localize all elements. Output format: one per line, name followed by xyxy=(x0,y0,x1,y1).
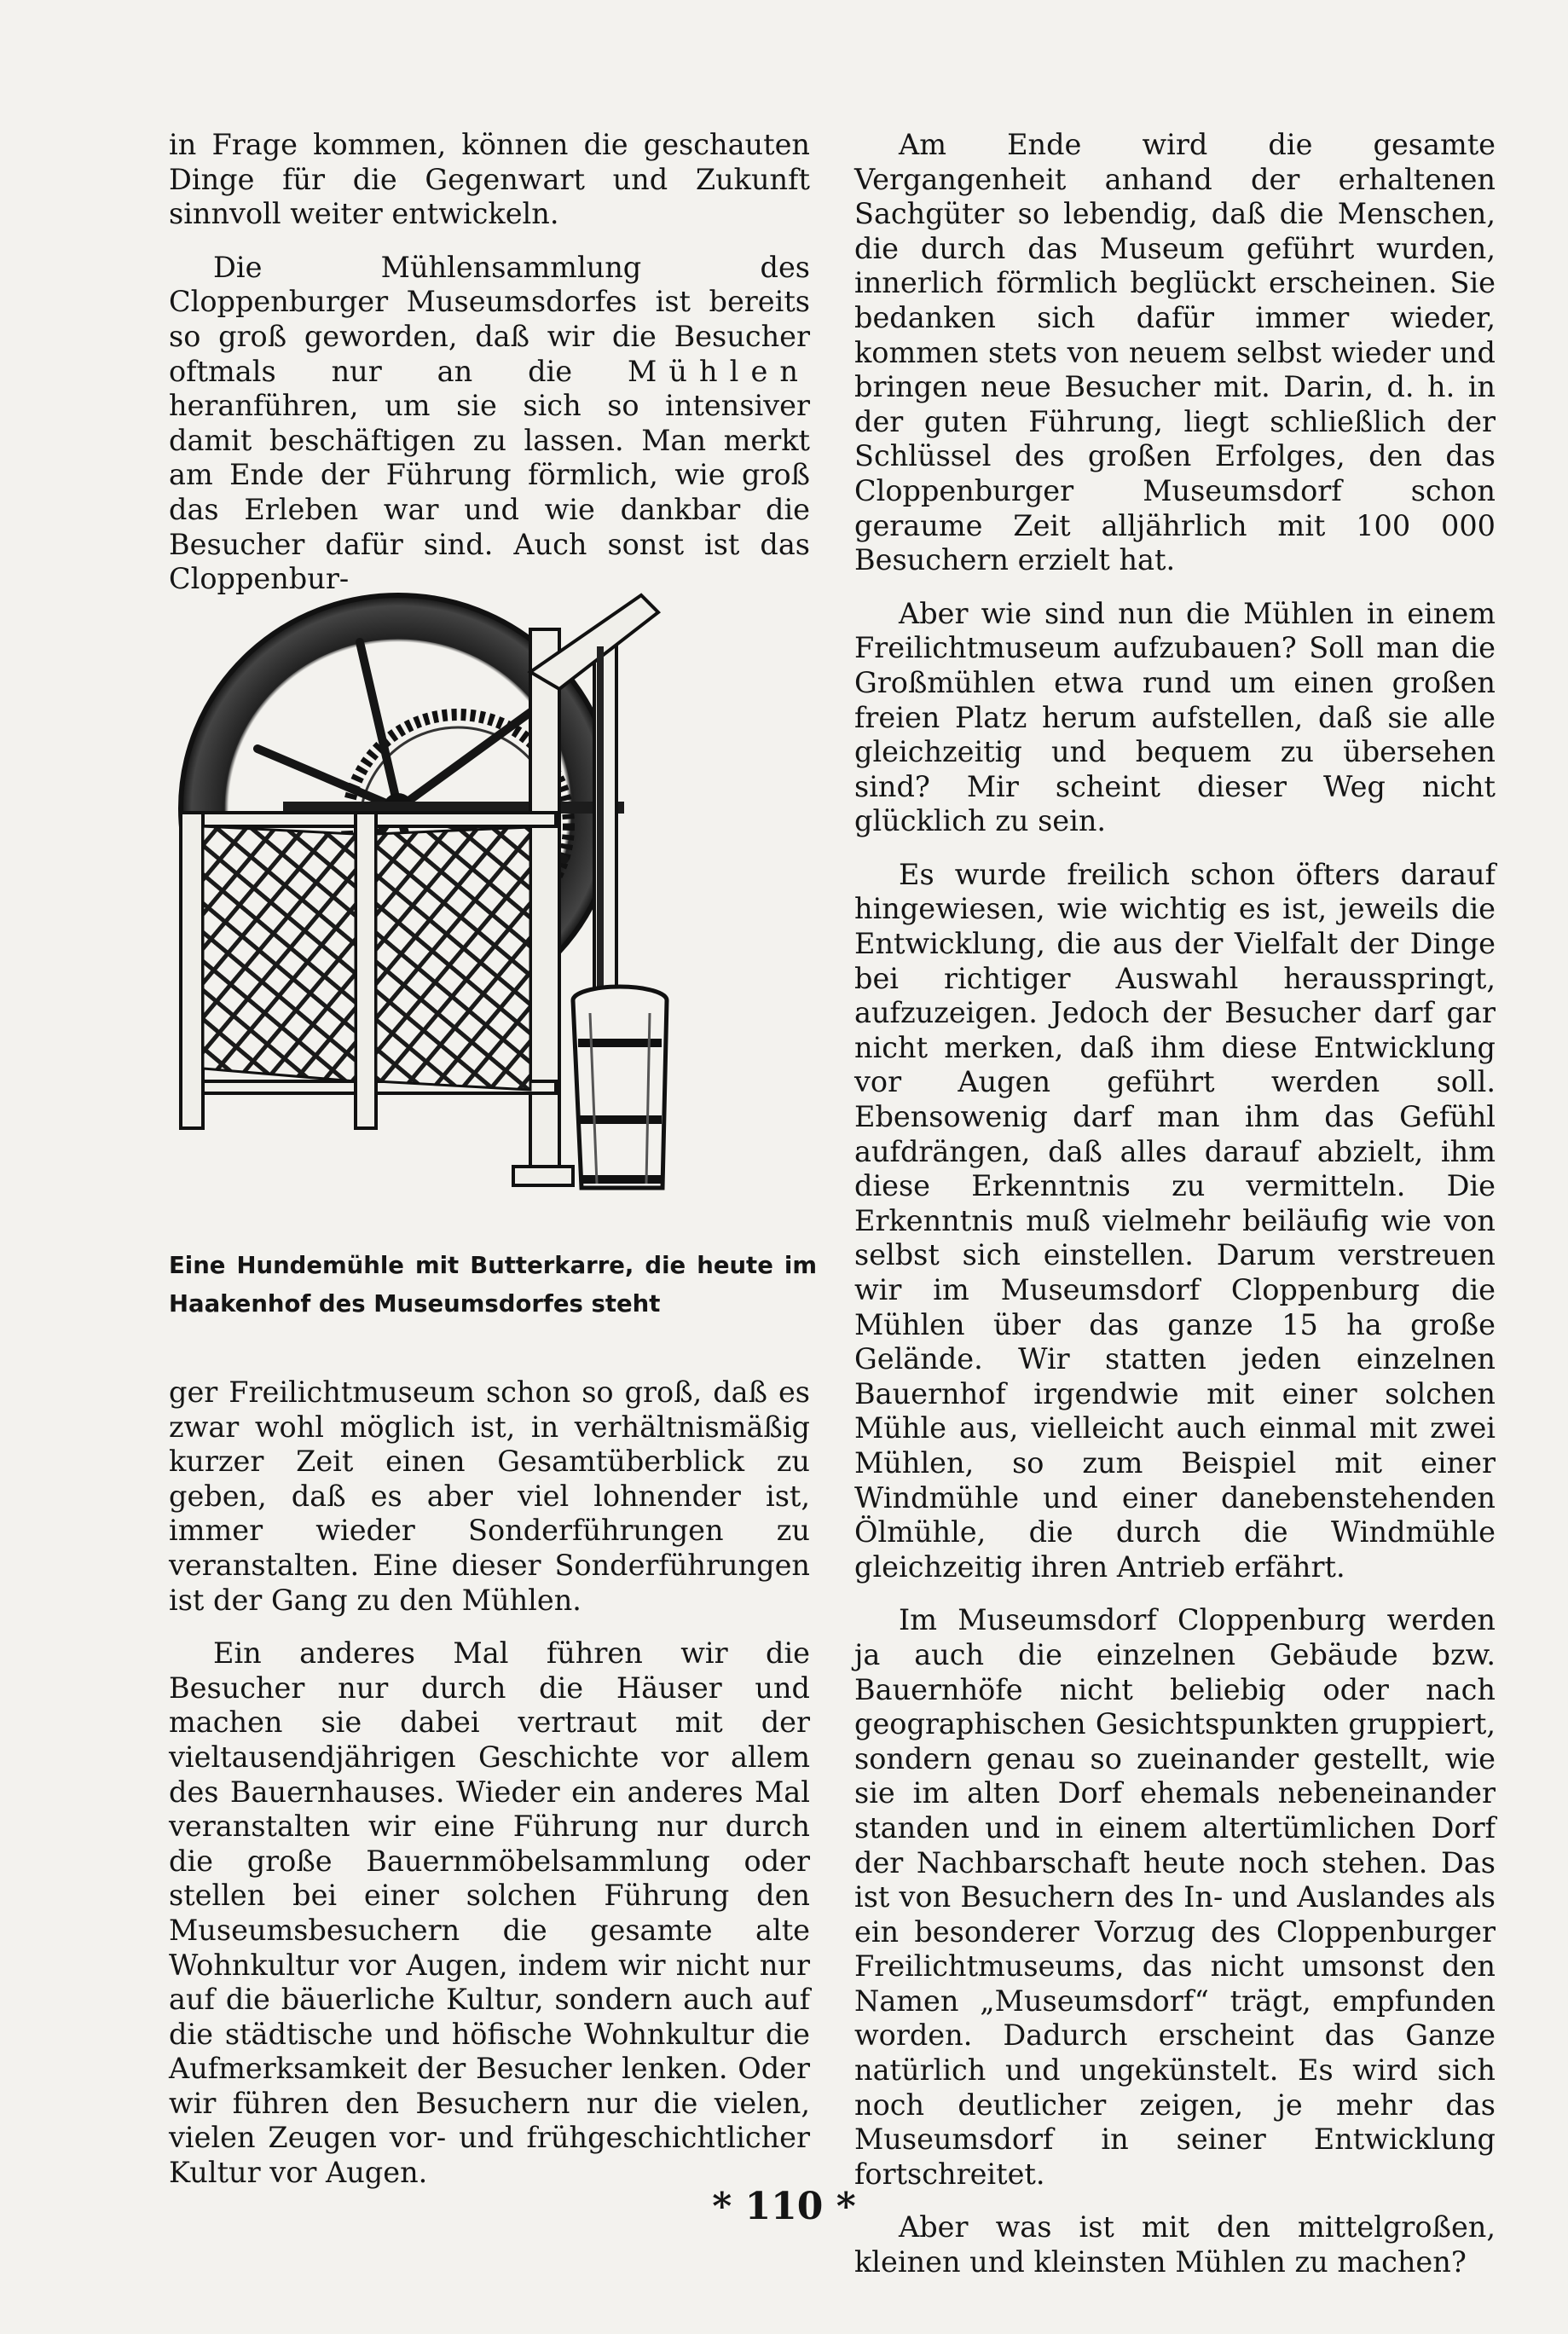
text-run: heranführen, um sie sich so intensiver damit beschäftigen zu lassen. Man merkt am Ende der Führung förmlich, wie groß das Erleben war und wie dankbar die Besucher dafür sind. Auch sonst ist das Cloppenbur- xyxy=(169,389,810,596)
paragraph: Ein anderes Mal führen wir die Besucher nur durch die Häuser und machen sie dabei vertraut mit der vieltausendjährigen Geschichte vor allem des Bauernhauses. Wieder ein anderes Mal veranstalten wir eine Führung nur durch die große Bauernmöbelsammlung oder stellen bei einer solchen Führung den Museumsbesuchern die gesamte alte Wohnkultur vor Augen, indem wir nicht nur auf die bäuerliche Kultur, sondern auch auf die städtische und höfische Wohnkultur die Aufmerksamkeit der Besucher lenken. Oder wir führen den Besuchern nur die vielen, vielen Zeugen vor- und frühgeschichtlicher Kultur vor Augen. xyxy=(169,1636,810,2190)
left-column-bottom xyxy=(169,1375,810,2191)
figure-caption: Eine Hundemühle mit Butterkarre, die heute im Haakenhof des Museumsdorfes steht xyxy=(169,1252,817,1318)
right-column xyxy=(854,128,1496,2280)
paragraph: in Frage kommen, können die geschauten Dinge für die Gegenwart und Zukunft sinnvoll weiter entwickeln. xyxy=(169,128,810,231)
left-column-top xyxy=(169,128,810,597)
paragraph: Im Museumsdorf Cloppenburg werden ja auch die einzelnen Gebäude bzw. Bauernhöfe nicht beliebig oder nach geographischen Gesichtspunkten gruppiert, sondern genau so zueinander gestellt, wie sie im alten Dorf ehemals nebeneinander standen und in einem altertümlichen Dorf der Nachbarschaft heute noch stehen. Das ist von Besuchern des In- und Auslandes als ein besonderer Vorzug des Cloppenburger Freilichtmuseums, das nicht umsonst den Namen „Museumsdorf“ trägt, empfunden worden. Dadurch erscheint das Ganze natürlich und ungekünstelt. Es wird sich noch deutlicher zeigen, je mehr das Museumsdorf in seiner Entwicklung fortschreitet. xyxy=(854,1603,1496,2191)
page-number: * 110 * xyxy=(712,2185,856,2228)
text-run: Die Mühlensammlung des Cloppenburger Museumsdorfes ist bereits so groß geworden, daß wir die Besucher oftmals nur an die xyxy=(169,250,810,388)
paragraph: Am Ende wird die gesamte Vergangenheit anhand der erhaltenen Sachgüter so lebendig, daß die Menschen, die durch das Museum geführt wurden, innerlich förmlich beglückt erscheinen. Sie bedanken sich dafür immer wieder, kommen stets von neuem selbst wieder und bringen neue Besucher mit. Darin, d. h. in der guten Führung, liegt schließlich der Schlüssel des großen Erfolges, den das Cloppenburger Museumsdorf schon geraume Zeit alljährlich mit 100 000 Besuchern erzielt hat. xyxy=(854,128,1496,577)
dog-mill-illustration xyxy=(164,578,820,1226)
paragraph xyxy=(169,251,810,597)
paragraph: Aber wie sind nun die Mühlen in einem Freilichtmuseum aufzubauen? Soll man die Großmühlen etwa rund um einen großen freien Platz herum aufstellen, daß sie alle gleichzeitig und bequem zu übersehen sind? Mir scheint dieser Weg nicht glücklich zu sein. xyxy=(854,596,1496,838)
paragraph: Es wurde freilich schon öfters darauf hingewiesen, wie wichtig es ist, jeweils die Entwicklung, die aus der Vielfalt der Dinge bei richtiger Auswahl herausspringt, aufzuzeigen. Jedoch der Besucher darf gar nicht merken, daß ihm diese Entwicklung vor Augen geführt werden soll. Ebensowenig darf man ihm das Gefühl aufdrängen, daß alles darauf abzielt, ihm diese Erkenntnis zu vermitteln. Die Erkenntnis muß vielmehr beiläufig wie von selbst sich einstellen. Darum verstreuen wir im Museumsdorf Cloppenburg die Mühlen über das ganze 15 ha große Gelände. Wir statten jeden einzelnen Bauernhof irgendwie mit einer solchen Mühle aus, vielleicht auch einmal mit zwei Mühlen, so zum Beispiel mit einer Windmühle und einer danebenstehenden Ölmühle, die durch die Windmühle gleichzeitig ihren Antrieb erfährt. xyxy=(854,857,1496,1584)
paragraph: Aber was ist mit den mittelgroßen, kleinen und kleinsten Mühlen zu machen? xyxy=(854,2210,1496,2279)
paragraph: ger Freilichtmuseum schon so groß, daß es zwar wohl möglich ist, in verhältnismäßig kurzer Zeit einen Gesamtüberblick zu geben, daß es aber viel lohnender ist, immer wieder Sonderführungen zu veranstalten. Eine dieser Sonderführungen ist der Gang zu den Mühlen. xyxy=(169,1375,810,1617)
emphasis-spaced: Mühlen xyxy=(628,354,810,388)
